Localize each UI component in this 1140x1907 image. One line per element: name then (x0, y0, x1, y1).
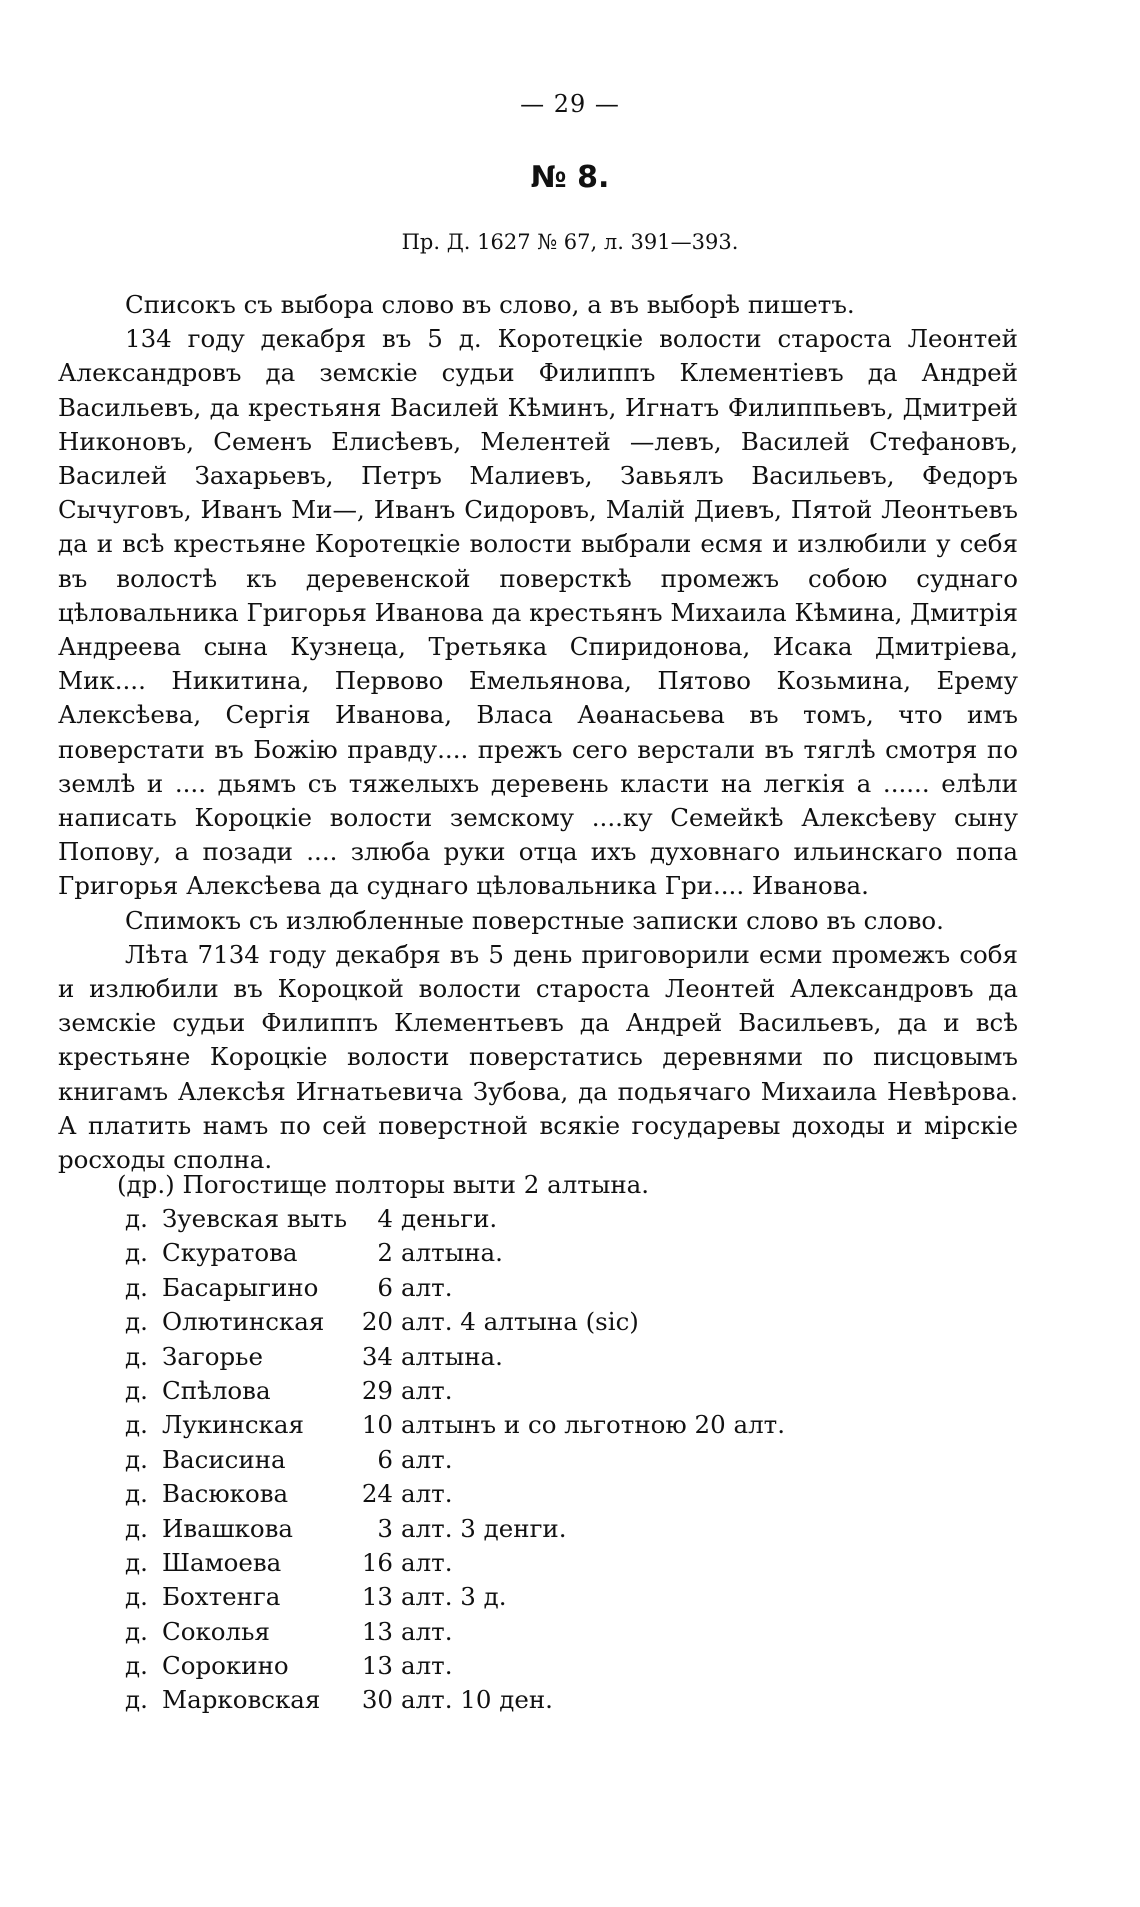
village-name: Спѣлова (162, 1375, 271, 1405)
village-row (125, 1374, 1025, 1408)
village-unit: алт. 4 алтына (sic) (401, 1307, 639, 1337)
village-name: Ивашкова (162, 1513, 294, 1543)
village-unit: алт. (401, 1272, 453, 1302)
village-row (125, 1202, 1025, 1236)
source-reference: Пр. Д. 1627 № 67, л. 391—393. (401, 230, 739, 254)
village-amount: 6 (377, 1444, 393, 1474)
village-list (125, 1202, 1025, 1718)
village-name: Васисина (162, 1444, 286, 1474)
village-row (125, 1649, 1025, 1683)
village-row (125, 1546, 1025, 1580)
village-prefix: д. (125, 1204, 148, 1233)
document-number: № 8. (530, 160, 610, 195)
village-prefix: д. (125, 1272, 148, 1302)
village-unit: алт. 10 ден. (401, 1685, 553, 1715)
village-unit: алтына. (401, 1341, 503, 1371)
village-unit: алт. (401, 1444, 453, 1474)
village-prefix: д. (125, 1375, 148, 1405)
village-amount: 13 (361, 1616, 393, 1646)
village-unit: алтынъ и со льготною 20 алт. (401, 1410, 786, 1440)
village-row (125, 1271, 1025, 1305)
village-amount: 34 (361, 1341, 393, 1371)
village-amount: 29 (361, 1375, 393, 1405)
village-amount: 10 (361, 1410, 393, 1440)
list-intro: (др.) Погостище полторы выти 2 алтына. (117, 1170, 650, 1199)
village-prefix: д. (125, 1685, 148, 1715)
village-prefix: д. (125, 1651, 148, 1681)
village-unit: алт. (401, 1616, 453, 1646)
village-name: Басарыгино (162, 1272, 319, 1302)
village-row (125, 1408, 1025, 1442)
village-prefix: д. (125, 1341, 148, 1371)
village-amount: 13 (361, 1582, 393, 1612)
paragraph-title: Списокъ съ выбора слово въ слово, а въ выборѣ пишетъ. (125, 290, 855, 319)
village-prefix: д. (125, 1307, 148, 1337)
village-amount: 4 (377, 1204, 393, 1233)
village-row (125, 1443, 1025, 1477)
village-amount: 6 (377, 1272, 393, 1302)
village-amount: 24 (361, 1479, 393, 1509)
village-name: Зуевская выть (162, 1204, 348, 1233)
village-amount: 13 (361, 1651, 393, 1681)
village-row (125, 1236, 1025, 1270)
village-prefix: д. (125, 1479, 148, 1509)
village-amount: 20 (361, 1307, 393, 1337)
village-amount: 3 (377, 1513, 393, 1543)
village-row (125, 1683, 1025, 1717)
village-name: Шамоева (162, 1547, 282, 1577)
village-row (125, 1580, 1025, 1614)
village-unit: алт. 3 д. (401, 1582, 507, 1612)
village-unit: алт. (401, 1375, 453, 1405)
village-unit: алт. (401, 1547, 453, 1577)
village-name: Загорье (162, 1341, 263, 1371)
village-name: Скуратова (162, 1238, 298, 1268)
village-amount: 30 (361, 1685, 393, 1715)
village-unit: алт. 3 денги. (401, 1513, 567, 1543)
village-unit: алт. (401, 1479, 453, 1509)
village-unit: деньги. (401, 1204, 498, 1233)
village-unit: алтына. (401, 1238, 503, 1268)
page-number: — 29 — (520, 90, 620, 118)
village-prefix: д. (125, 1582, 148, 1612)
village-prefix: д. (125, 1616, 148, 1646)
paragraph-agreement: Лѣта 7134 году декабря въ 5 день приговорили есми промежъ собя и излюбили въ Короцкой волости староста Леонтей Александровъ да земскіе судьи Филиппъ Клементьевъ да Андрей Васильевъ, да и всѣ крестьяне Короцкіе волости поверстатись деревнями по писцовымъ книгамъ Алексѣя Игнатьевича Зубова, да подьячаго Михаила Невѣрова. А платить намъ по сей поверстной всякіе государевы доходы и мірскіе росходы сполна. (58, 939, 1018, 1175)
village-unit: алт. (401, 1651, 453, 1681)
village-row (125, 1340, 1025, 1374)
village-prefix: д. (125, 1238, 148, 1268)
document-body (58, 288, 1018, 1177)
village-row (125, 1305, 1025, 1339)
village-prefix: д. (125, 1444, 148, 1474)
village-name: Олютинская (162, 1307, 325, 1337)
village-prefix: д. (125, 1410, 148, 1440)
village-name: Марковская (162, 1685, 321, 1715)
village-name: Лукинская (162, 1410, 304, 1440)
village-name: Бохтенга (162, 1582, 281, 1612)
village-name: Васюкова (162, 1479, 289, 1509)
village-row (125, 1477, 1025, 1511)
village-prefix: д. (125, 1513, 148, 1543)
village-name: Соколья (162, 1616, 270, 1646)
village-amount: 2 (377, 1238, 393, 1268)
village-row (125, 1615, 1025, 1649)
village-amount: 16 (361, 1547, 393, 1577)
paragraph-copy-heading: Спимокъ съ излюбленные поверстные записки слово въ слово. (125, 905, 944, 935)
village-name: Сорокино (162, 1651, 289, 1681)
village-row (125, 1512, 1025, 1546)
village-prefix: д. (125, 1547, 148, 1577)
paragraph-election: 134 году декабря въ 5 д. Коротецкіе волости староста Леонтей Александровъ да земскіе судьи Филиппъ Клементіевъ да Андрей Васильевъ, да крестьяня Василей Кѣминъ, Игнатъ Филиппьевъ, Дмитрей Никоновъ, Семенъ Елисѣевъ, Мелентей —левъ, Василей Стефановъ, Василей Захарьевъ, Петръ Малиевъ, Завьялъ Васильевъ, Федоръ Сычуговъ, Иванъ Ми—, Иванъ Сидоровъ, Малій Диевъ, Пятой Леонтьевъ да и всѣ крестьяне Коротецкіе волости выбрали есмя и излюбили у себя въ волостѣ къ деревенской поверсткѣ промежъ собою суднаго цѣловальника Григорья Иванова да крестьянъ Михаила Кѣмина, Дмитрія Андреева сына Кузнеца, Третьяка Спиридонова, Исака Дмитріева, Мик.... Никитина, Первово Емельянова, Пятово Козьмина, Ерему Алексѣева, Сергія Иванова, Власа Аѳанасьева въ томъ, что имъ поверстати въ Божію правду.... прежъ сего верстали въ тяглѣ смотря по землѣ и .... дьямъ съ тяжелыхъ деревень класти на легкія а ...... елѣли написать Короцкіе волости земскому ....ку Семейкѣ Алексѣеву сыну Попову, а позади .... злюба руки отца ихъ духовнаго ильинскаго попа Григорья Алексѣева да суднаго цѣловальника Гри.... Иванова. (58, 324, 1018, 901)
